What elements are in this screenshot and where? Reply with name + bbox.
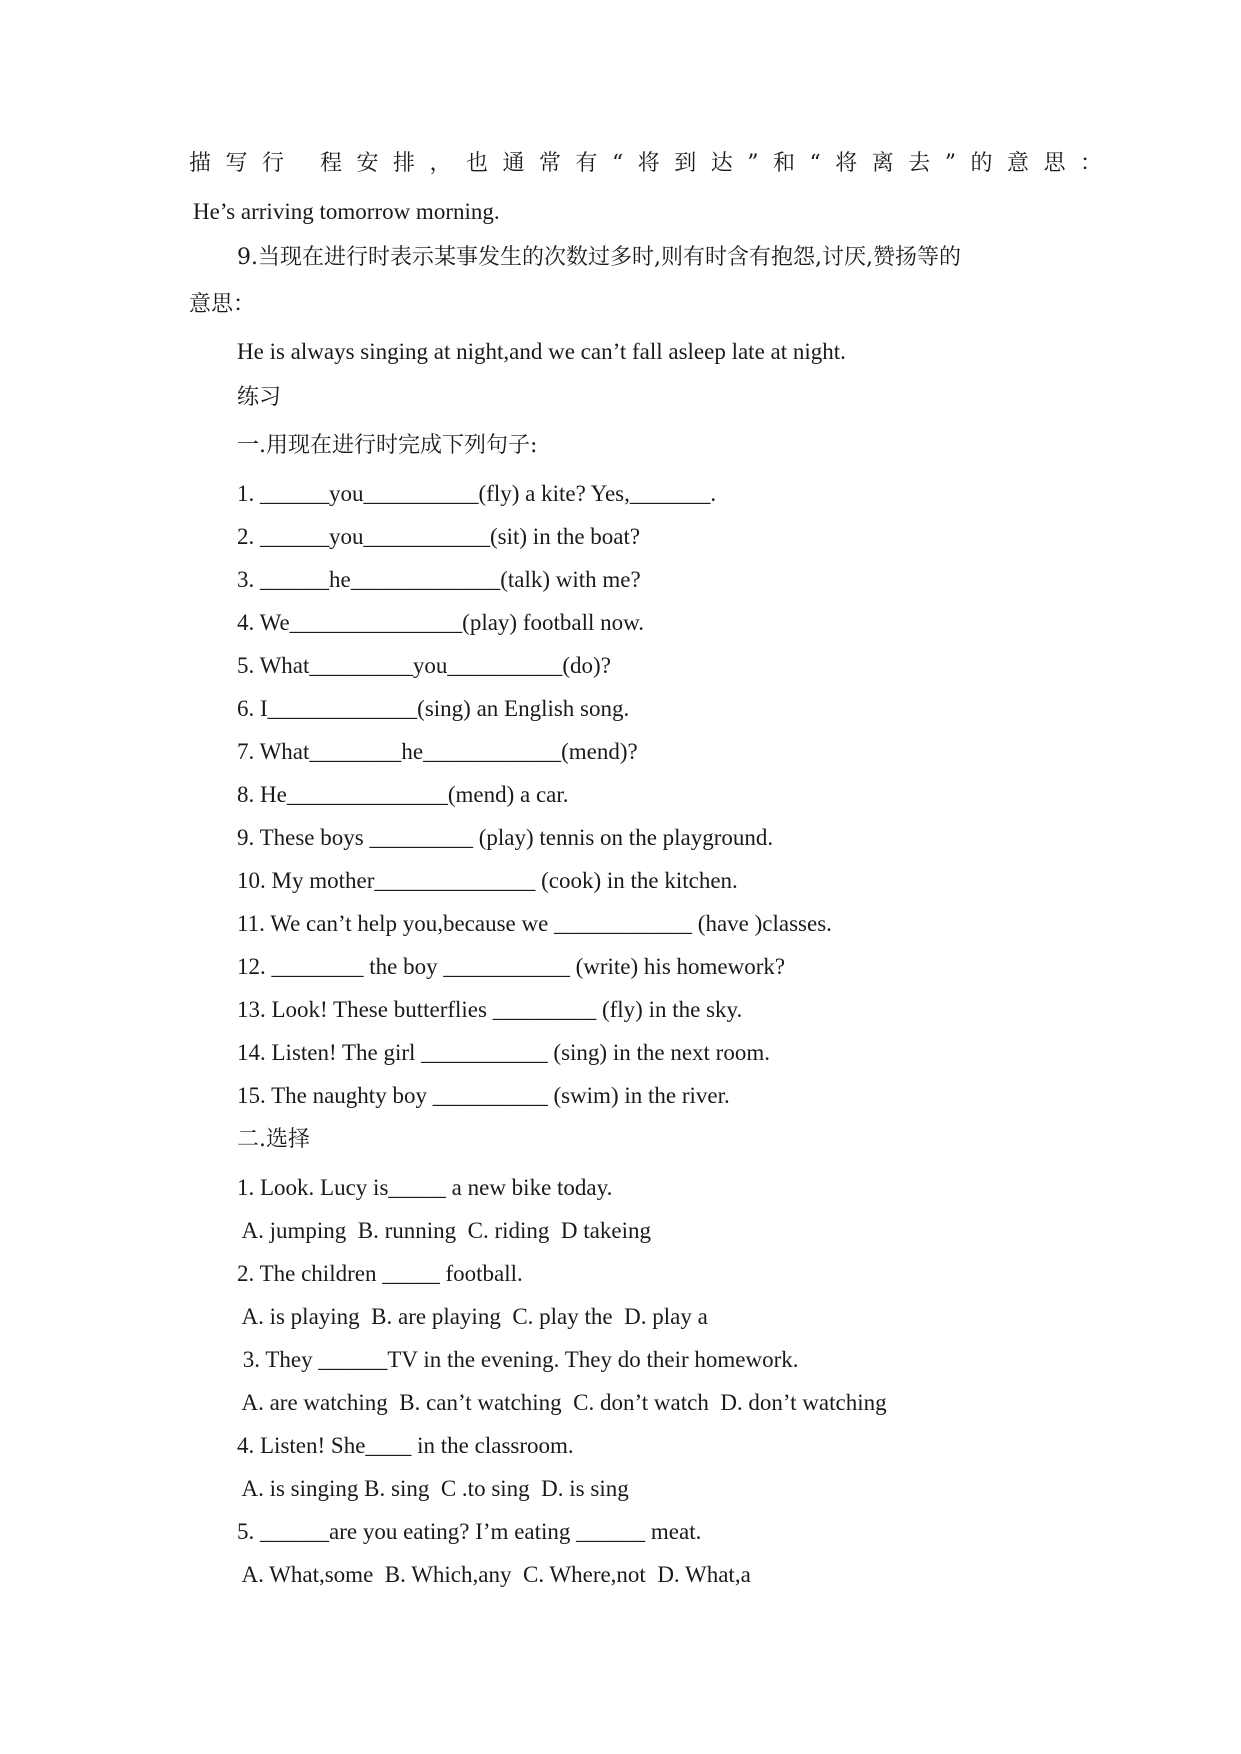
exercise-item: 3. ______he_____________(talk) with me? bbox=[237, 567, 641, 592]
exercise-item: 15. The naughty boy __________ (swim) in the river. bbox=[237, 1083, 730, 1108]
point-9-example: He is always singing at night,and we can’t fall asleep late at night. bbox=[237, 339, 846, 364]
exercise-item: 4. We_______________(play) football now. bbox=[237, 610, 644, 635]
section-2-heading: 二.选择 bbox=[237, 1127, 310, 1152]
point-9-line-2: 意思： bbox=[189, 292, 256, 317]
choice-options: A. is singing B. sing C .to sing D. is sing bbox=[237, 1476, 629, 1501]
exercise-item: 11. We can’t help you,because we ____________ (have )classes. bbox=[237, 911, 832, 936]
exercise-item: 14. Listen! The girl ___________ (sing) in the next room. bbox=[237, 1040, 770, 1065]
exercise-item: 2. ______you___________(sit) in the boat? bbox=[237, 524, 641, 549]
exercise-item: 13. Look! These butterflies _________ (fly) in the sky. bbox=[237, 997, 743, 1022]
choice-options: A. is playing B. are playing C. play the D. play a bbox=[237, 1304, 708, 1329]
intro-line-1: 描写行 程安排，也通常有“将到达”和“将离去”的意思： bbox=[189, 151, 1117, 176]
exercise-item: 5. What_________you__________(do)? bbox=[237, 653, 611, 678]
choice-options: A. jumping B. running C. riding D takeing bbox=[237, 1218, 651, 1243]
exercise-item: 10. My mother______________ (cook) in the kitchen. bbox=[237, 868, 738, 893]
exercise-item: 12. ________ the boy ___________ (write) his homework? bbox=[237, 954, 786, 979]
intro-example: He’s arriving tomorrow morning. bbox=[193, 199, 500, 224]
choice-question: 1. Look. Lucy is_____ a new bike today. bbox=[237, 1175, 613, 1200]
point-9-line-1: 9.当现在进行时表示某事发生的次数过多时,则有时含有抱怨,讨厌,赞扬等的 bbox=[237, 245, 961, 270]
exercise-item: 9. These boys _________ (play) tennis on the playground. bbox=[237, 825, 774, 850]
exercise-item: 6. I_____________(sing) an English song. bbox=[237, 696, 630, 721]
choice-options: A. What,some B. Which,any C. Where,not D. What,a bbox=[237, 1562, 751, 1587]
choice-question: 4. Listen! She____ in the classroom. bbox=[237, 1433, 574, 1458]
exercise-item: 8. He______________(mend) a car. bbox=[237, 782, 569, 807]
exercise-item: 1. ______you__________(fly) a kite? Yes,_______. bbox=[237, 481, 717, 506]
practice-heading: 练习 bbox=[237, 385, 282, 410]
choice-question: 3. They ______TV in the evening. They do their homework. bbox=[237, 1347, 799, 1372]
choice-options: A. are watching B. can’t watching C. don’t watch D. don’t watching bbox=[237, 1390, 887, 1415]
section-1-heading: 一.用现在进行时完成下列句子: bbox=[237, 433, 538, 458]
choice-question: 2. The children _____ football. bbox=[237, 1261, 523, 1286]
exercise-item: 7. What________he____________(mend)? bbox=[237, 739, 638, 764]
choice-question: 5. ______are you eating? I’m eating ______ meat. bbox=[237, 1519, 702, 1544]
